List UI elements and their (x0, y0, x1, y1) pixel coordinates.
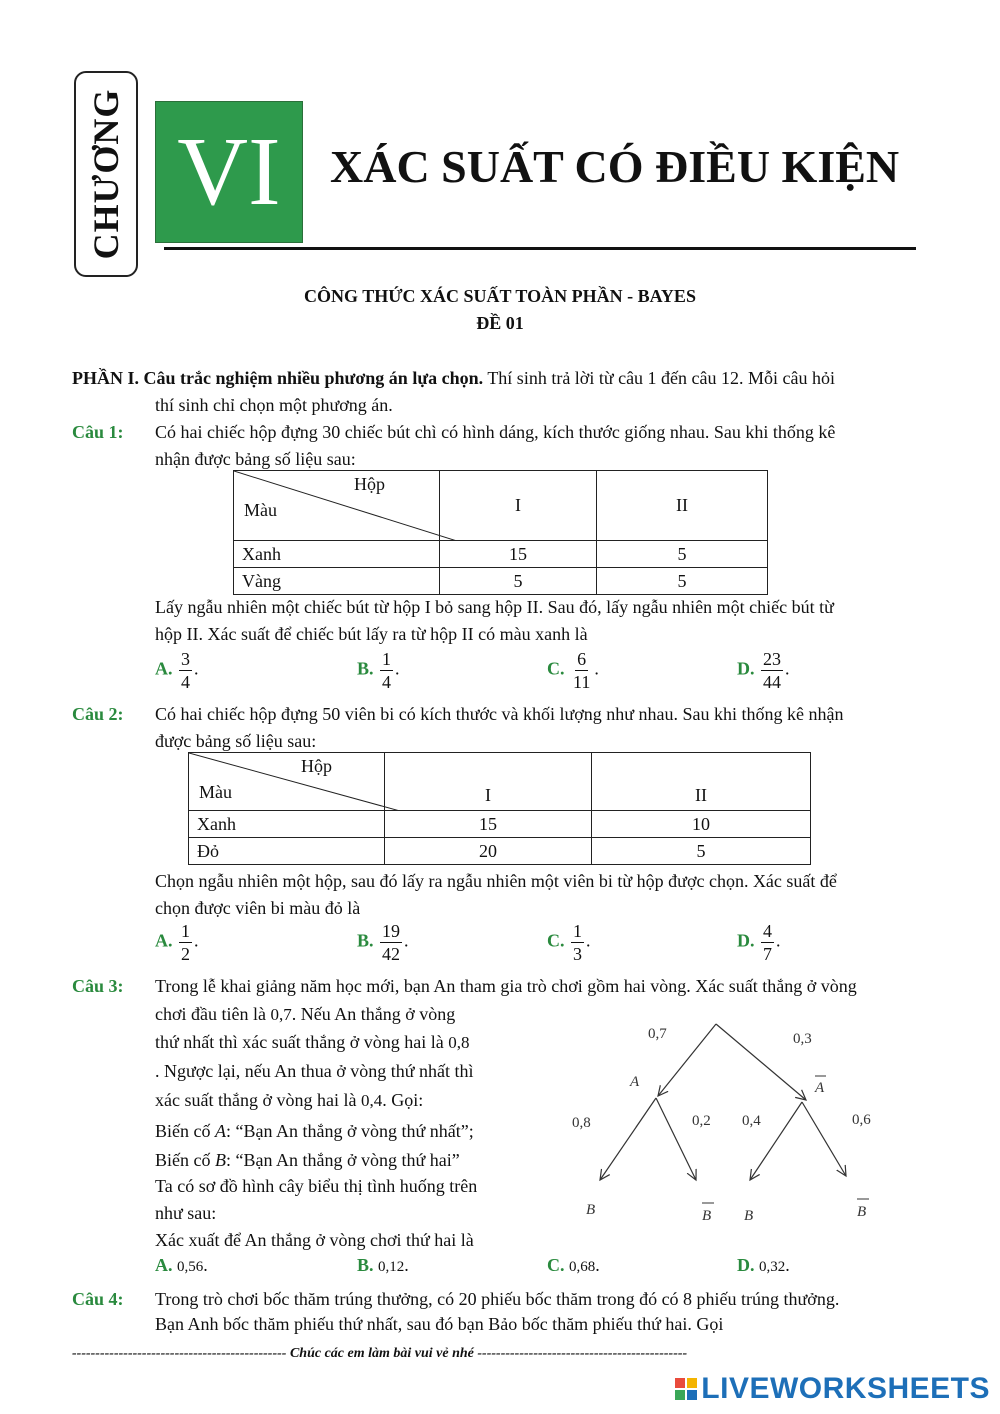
q1-option-c[interactable]: C. $\frac{6}{11}$ . (547, 649, 599, 692)
q1-row1-v1: 15 (440, 541, 597, 568)
event-a: A (215, 1121, 226, 1141)
q1-col1: I (440, 471, 597, 541)
q2-col2: II (592, 753, 811, 811)
q1-line1: Có hai chiếc hộp đựng 30 chiếc bút chì có hình dáng, kích thước giống nhau. Sau khi thống kê (155, 422, 836, 442)
footer-message: ---------------------------------------------- Chúc các em làm bài vui vẻ nhé --------------------------------------------- (72, 1346, 688, 1361)
fraction (179, 648, 192, 693)
q2-row2-v1: 20 (385, 838, 592, 865)
denominator: 11 (573, 672, 591, 692)
option-letter: B. (357, 658, 374, 679)
q1-row1-name: Xanh (234, 541, 440, 568)
chapter-title: XÁC SUẤT CÓ ĐIỀU KIỆN (330, 141, 900, 192)
title-underline (164, 247, 916, 250)
q2-row1-v1: 15 (385, 811, 592, 838)
branch-not-a-not-b (802, 1102, 846, 1176)
text: . Gọi: (382, 1090, 424, 1110)
text: : “Bạn An thắng ở vòng thứ hai” (226, 1150, 460, 1170)
denominator: 3 (573, 944, 582, 964)
chapter-number-box (155, 101, 303, 243)
q4-label: Câu 4: (72, 1289, 124, 1309)
q1-col2: II (597, 471, 768, 541)
denominator: 7 (763, 944, 772, 964)
q3-line3 (155, 1029, 469, 1056)
node-not-a: A (815, 1080, 825, 1096)
q2-row2-v2: 5 (592, 838, 811, 865)
q3-line6 (155, 1118, 474, 1145)
option-value: 0,56 (177, 1259, 204, 1275)
q2-line4: chọn được viên bi màu đỏ là (155, 898, 361, 918)
option-letter: A. (155, 1255, 173, 1275)
q1-line4: hộp II. Xác suất để chiếc bút lấy ra từ hộp II có màu xanh là (155, 624, 588, 644)
liveworksheets-icon (675, 1378, 697, 1400)
q3-option-b[interactable]: B. 0,12. (357, 1255, 409, 1275)
q3-option-d[interactable]: D. 0,32. (737, 1255, 790, 1275)
q3-option-a[interactable]: A. 0,56. (155, 1255, 208, 1275)
denominator: 42 (382, 944, 401, 964)
option-letter: A. (155, 930, 173, 951)
numerator: 4 (763, 921, 772, 941)
numerator: 1 (573, 921, 582, 941)
q2-option-d[interactable]: D. $\frac{4}{7}$ . (737, 921, 781, 964)
q1-line2: nhận được bảng số liệu sau: (155, 449, 356, 469)
node-a: A (630, 1074, 640, 1090)
prob-root-not-a: 0,3 (793, 1031, 812, 1047)
q1-table-corner (234, 471, 440, 541)
q2-option-a[interactable]: A. $\frac{1}{2}$ . (155, 921, 199, 964)
denominator: 44 (763, 672, 781, 692)
q2-table-corner (189, 753, 385, 811)
q1-corner-top: Hộp (354, 474, 385, 494)
value-0-7: 0,7 (270, 1005, 292, 1024)
text: : “Bạn An thắng ở vòng thứ nhất”; (226, 1121, 474, 1141)
q3-option-c[interactable]: C. 0,68. (547, 1255, 600, 1275)
q1-row1-v2: 5 (597, 541, 768, 568)
option-letter: C. (547, 1255, 565, 1275)
q1-corner-bottom: Màu (244, 500, 277, 520)
q2-row1-v2: 10 (592, 811, 811, 838)
q1-label: Câu 1: (72, 422, 124, 442)
q3-line2 (155, 1001, 455, 1028)
denominator: 4 (181, 672, 190, 692)
q2-corner-top: Hộp (301, 756, 332, 776)
brand-name: LIVEWORKSHEETS (701, 1372, 990, 1405)
probability-tree (560, 1010, 890, 1230)
fraction (571, 920, 584, 965)
fraction (179, 920, 192, 965)
chapter-number: VI (177, 118, 281, 226)
fraction (380, 648, 393, 693)
liveworksheets-logo (675, 1372, 990, 1406)
fraction (761, 920, 774, 965)
numerator: 1 (382, 649, 392, 669)
leaf-not-b-1: B (702, 1208, 712, 1224)
exam-code: ĐỀ 01 (476, 313, 524, 333)
q1-line3: Lấy ngẫu nhiên một chiếc bút từ hộp I bỏ sang hộp II. Sau đó, lấy ngẫu nhiên một chiếc bút từ (155, 597, 834, 617)
q2-line3: Chọn ngẫu nhiên một hộp, sau đó lấy ra ngẫu nhiên một viên bi từ hộp được chọn. Xác suất để (155, 871, 837, 891)
part1-text-1: Thí sinh trả lời từ câu 1 đến câu 12. Mỗi câu hỏi (483, 368, 836, 388)
q3-line4: . Ngược lại, nếu An thua ở vòng thứ nhất thì (155, 1061, 474, 1081)
option-value: 0,32 (759, 1259, 786, 1275)
fraction (380, 920, 402, 965)
option-letter: C. (547, 658, 565, 679)
numerator: 6 (577, 649, 587, 669)
prob-a-b: 0,8 (572, 1115, 591, 1131)
q2-table (188, 752, 811, 865)
q2-label: Câu 2: (72, 704, 124, 724)
event-b: B (215, 1150, 226, 1170)
q2-row1-name: Xanh (189, 811, 385, 838)
q2-line1: Có hai chiếc hộp đựng 50 viên bi có kích thước và khối lượng như nhau. Sau khi thống kê nhận (155, 704, 844, 724)
q1-row2-v2: 5 (597, 568, 768, 595)
option-letter: B. (357, 1255, 374, 1275)
q2-row2-name: Đỏ (189, 838, 385, 865)
text: Biến cố (155, 1150, 215, 1170)
q2-option-c[interactable]: C. $\frac{1}{3}$ . (547, 921, 591, 964)
q3-line10: Xác xuất để An thắng ở vòng chơi thứ hai là (155, 1230, 474, 1250)
option-letter: D. (737, 930, 755, 951)
q2-option-b[interactable]: B. $\frac{19}{42}$ . (357, 921, 409, 964)
prob-a-not-b: 0,2 (692, 1113, 711, 1129)
q3-line9: như sau: (155, 1203, 217, 1223)
part1-text-2: thí sinh chỉ chọn một phương án. (155, 395, 393, 415)
value-0-8: 0,8 (448, 1033, 470, 1052)
q1-row2-v1: 5 (440, 568, 597, 595)
q2-line2: được bảng số liệu sau: (155, 731, 317, 751)
option-value: 0,68 (569, 1259, 596, 1275)
text: chơi đầu tiên là (155, 1004, 271, 1024)
chapter-word: CHƯƠNG (86, 88, 126, 260)
leaf-b-2: B (744, 1208, 754, 1224)
text: thứ nhất thì xác suất thắng ở vòng hai là (155, 1032, 449, 1052)
q3-label: Câu 3: (72, 976, 124, 996)
option-value: 0,12 (378, 1259, 405, 1275)
text: xác suất thắng ở vòng hai là (155, 1090, 361, 1110)
part1-intro (72, 365, 932, 392)
leaf-b-1: B (586, 1202, 596, 1218)
q3-line8: Ta có sơ đồ hình cây biểu thị tình huống trên (155, 1176, 478, 1196)
q3-line5 (155, 1087, 423, 1114)
q1-row2-name: Vàng (234, 568, 440, 595)
option-letter: D. (737, 658, 755, 679)
text: . Nếu An thắng ở vòng (291, 1004, 456, 1024)
chapter-label-box (74, 71, 138, 277)
numerator: 3 (181, 649, 190, 669)
q1-table (233, 470, 768, 595)
q1-option-b[interactable]: B. $\frac{1}{4}$ . (357, 649, 400, 692)
numerator: 19 (382, 921, 401, 941)
q1-option-d[interactable]: D. $\frac{23}{44}$ . (737, 649, 790, 692)
prob-not-a-b: 0,4 (742, 1113, 761, 1129)
fraction (761, 648, 783, 693)
q1-option-a[interactable]: A. $\frac{3}{4}$ . (155, 649, 199, 692)
q3-line1: Trong lễ khai giảng năm học mới, bạn An tham gia trò chơi gồm hai vòng. Xác suất thắng ở vòng (155, 976, 857, 996)
fraction (571, 648, 592, 693)
q4-line2: Bạn Anh bốc thăm phiếu thứ nhất, sau đó bạn Bảo bốc thăm phiếu thứ hai. Gọi (155, 1314, 724, 1334)
q3-line7 (155, 1147, 460, 1174)
subtitle: CÔNG THỨC XÁC SUẤT TOÀN PHẦN - BAYES (304, 286, 696, 306)
branch-a-not-b (656, 1098, 696, 1180)
option-letter: C. (547, 930, 565, 951)
option-letter: B. (357, 930, 374, 951)
prob-not-a-not-b: 0,6 (852, 1112, 871, 1128)
prob-root-a: 0,7 (648, 1026, 667, 1042)
numerator: 23 (763, 649, 781, 669)
numerator: 1 (181, 921, 190, 941)
option-letter: A. (155, 658, 173, 679)
q4-line1: Trong trò chơi bốc thăm trúng thưởng, có 20 phiếu bốc thăm trong đó có 8 phiếu trúng thưởng. (155, 1289, 840, 1309)
part1-label: PHẦN I. Câu trắc nghiệm nhiều phương án lựa chọn. (72, 368, 484, 388)
leaf-not-b-2: B (857, 1204, 867, 1220)
denominator: 2 (181, 944, 190, 964)
option-letter: D. (737, 1255, 755, 1275)
denominator: 4 (382, 672, 392, 692)
value-0-4: 0,4 (360, 1091, 383, 1110)
text: Biến cố (155, 1121, 215, 1141)
q2-corner-bottom: Màu (199, 782, 232, 802)
branch-a-b (600, 1098, 656, 1180)
q2-col1: I (385, 753, 592, 811)
